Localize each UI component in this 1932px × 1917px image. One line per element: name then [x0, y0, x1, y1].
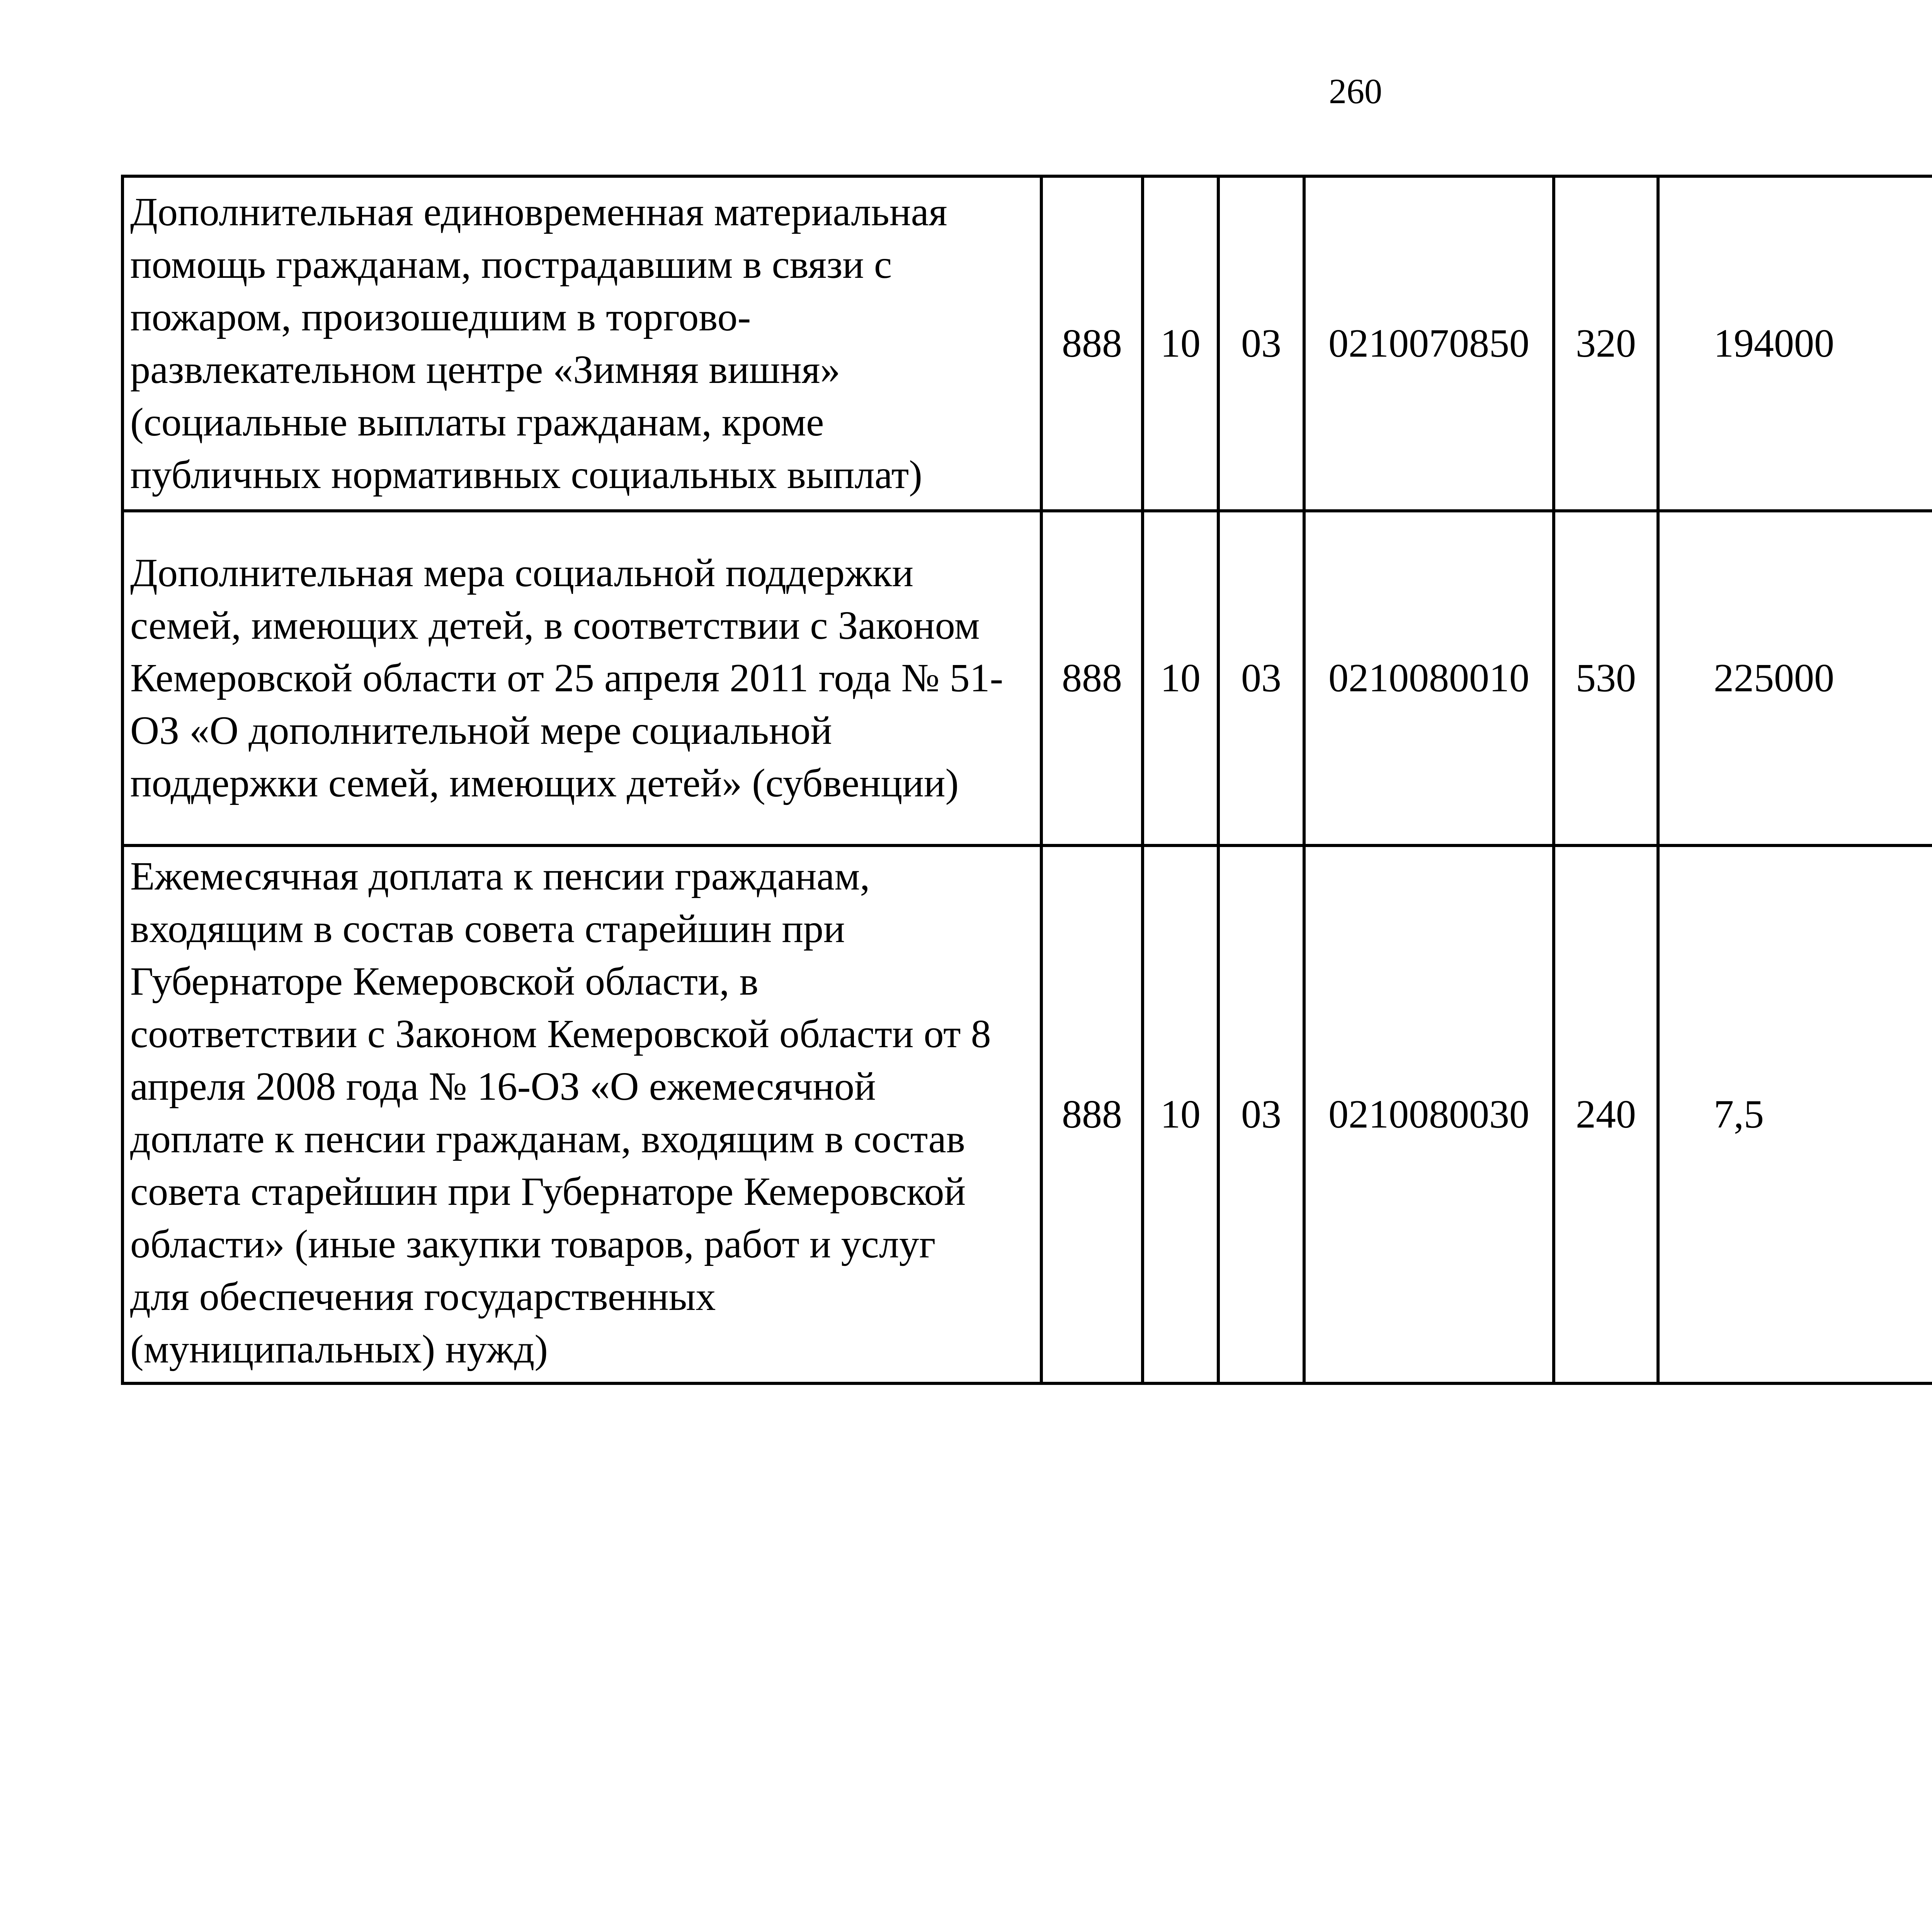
ministry-code: 888 [1041, 845, 1143, 1383]
subsection-code: 03 [1218, 176, 1304, 511]
budget-table [121, 175, 1932, 1385]
table-row [122, 176, 1932, 511]
expense-type-code: 320 [1554, 176, 1658, 511]
target-article-code: 0210070850 [1304, 176, 1554, 511]
row-description: Дополнительная мера социальной поддержки семей, имеющих детей, в соответствии с Законом Кемеровской области от 25 апреля 2011 года № 51- ОЗ «О дополнительной мере социальной поддержки семей, имеющих детей» (субвенции) [122, 511, 1041, 845]
table-row [122, 845, 1932, 1383]
subsection-code: 03 [1218, 845, 1304, 1383]
subsection-code: 03 [1218, 511, 1304, 845]
row-description: Дополнительная единовременная материальная помощь гражданам, пострадавшим в связи с пожаром, произошедшим в торгово- развлекательном центре «Зимняя вишня» (социальные выплаты гражданам, кроме публичных нормативных социальных выплат) [122, 176, 1041, 511]
expense-type-code: 530 [1554, 511, 1658, 845]
expense-type-code: 240 [1554, 845, 1658, 1383]
amount-year-1: 7,5 [1658, 845, 1932, 1383]
ministry-code: 888 [1041, 176, 1143, 511]
target-article-code: 0210080030 [1304, 845, 1554, 1383]
ministry-code: 888 [1041, 511, 1143, 845]
row-description: Ежемесячная доплата к пенсии гражданам, входящим в состав совета старейшин при Губернаторе Кемеровской области, в соответствии с Законом Кемеровской области от 8 апреля 2008 года № 16-ОЗ «О ежемесячной доплате к пенсии гражданам, входящим в состав совета старейшин при Губернаторе Кемеровской области» (иные закупки товаров, работ и услуг для обеспечения государственных (муниципальных) нужд) [122, 845, 1041, 1383]
section-code: 10 [1143, 176, 1218, 511]
page-number: 260 [1329, 71, 1382, 111]
amount-year-1: 194000 [1658, 176, 1932, 511]
amount-year-1: 225000 [1658, 511, 1932, 845]
table-row [122, 511, 1932, 845]
target-article-code: 0210080010 [1304, 511, 1554, 845]
section-code: 10 [1143, 845, 1218, 1383]
section-code: 10 [1143, 511, 1218, 845]
